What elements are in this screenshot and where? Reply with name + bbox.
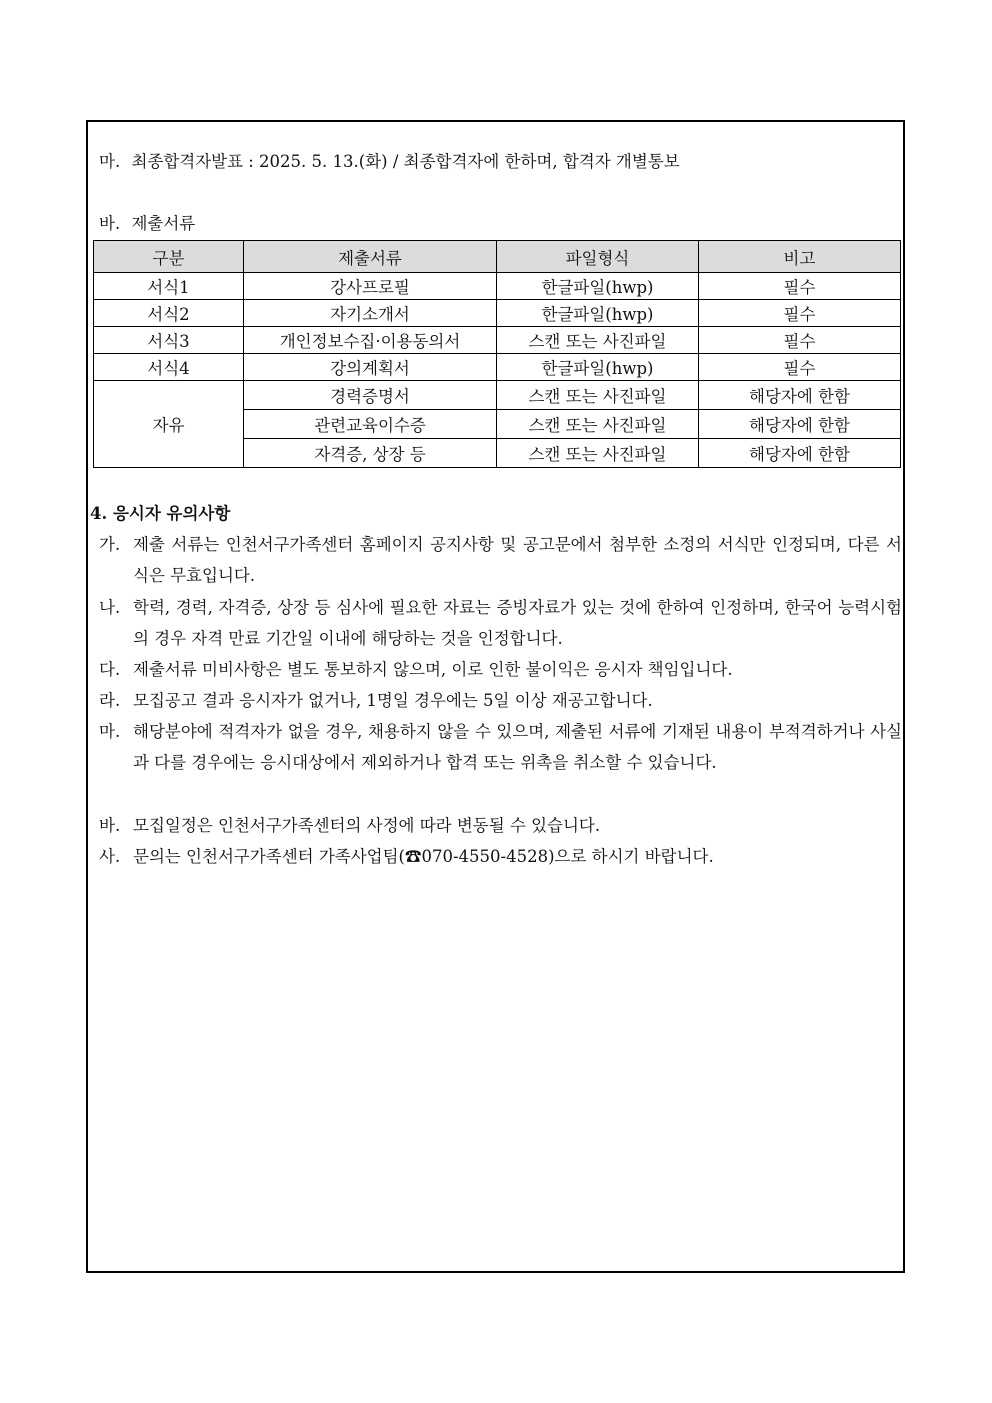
header-format: 파일형식 bbox=[497, 241, 699, 273]
cell-document: 경력증명서 bbox=[244, 381, 497, 410]
notice-mark: 사. bbox=[99, 847, 121, 866]
notice-text: 모집일정은 인천서구가족센터의 사정에 따라 변동될 수 있습니다. bbox=[133, 816, 601, 835]
cell-document: 자기소개서 bbox=[244, 300, 497, 327]
cell-document: 강사프로필 bbox=[244, 273, 497, 300]
header-category: 구분 bbox=[94, 241, 244, 273]
cell-note: 필수 bbox=[699, 273, 901, 300]
cell-note: 해당자에 한함 bbox=[699, 381, 901, 410]
notice-item bbox=[99, 810, 902, 841]
documents-heading bbox=[99, 213, 195, 235]
notice-text: 제출 서류는 인천서구가족센터 홈페이지 공지사항 및 공고문에서 첨부한 소정의 서식만 인정되며, 다른 서식은 무효입니다. bbox=[133, 535, 902, 585]
cell-document: 관련교육이수증 bbox=[244, 410, 497, 439]
notice-mark: 라. bbox=[99, 691, 121, 710]
notice-mark: 마. bbox=[99, 722, 121, 741]
cell-format: 한글파일(hwp) bbox=[497, 300, 699, 327]
header-note: 비고 bbox=[699, 241, 901, 273]
notice-mark: 다. bbox=[99, 660, 121, 679]
notice-item bbox=[99, 685, 902, 716]
table-row bbox=[94, 327, 901, 354]
notice-item bbox=[99, 716, 902, 778]
notice-text: 해당분야에 적격자가 없을 경우, 채용하지 않을 수 있으며, 제출된 서류에 기재된 내용이 부적격하거나 사실과 다를 경우에는 응시대상에서 제외하거나 합격 또는 위촉을 취소할 수 있습니다. bbox=[133, 722, 902, 772]
cell-format: 스캔 또는 사진파일 bbox=[497, 381, 699, 410]
cell-note: 해당자에 한함 bbox=[699, 439, 901, 468]
notice-mark: 나. bbox=[99, 598, 121, 617]
cell-document: 개인정보수집·이용동의서 bbox=[244, 327, 497, 354]
cell-category: 서식3 bbox=[94, 327, 244, 354]
notice-mark: 가. bbox=[99, 535, 121, 554]
notice-item bbox=[99, 529, 902, 591]
cell-category: 서식4 bbox=[94, 354, 244, 381]
section-title: 4. 응시자 유의사항 bbox=[90, 504, 231, 523]
documents-label: 바. bbox=[99, 214, 121, 233]
cell-category: 서식1 bbox=[94, 273, 244, 300]
table-row bbox=[94, 381, 901, 410]
cell-format: 스캔 또는 사진파일 bbox=[497, 327, 699, 354]
cell-format: 스캔 또는 사진파일 bbox=[497, 410, 699, 439]
cell-format: 한글파일(hwp) bbox=[497, 354, 699, 381]
cell-free-category: 자유 bbox=[94, 381, 244, 468]
notice-text: 문의는 인천서구가족센터 가족사업팀(☎070-4550-4528)으로 하시기 바랍니다. bbox=[133, 847, 714, 866]
table-header-row bbox=[94, 241, 901, 273]
table-row bbox=[94, 300, 901, 327]
cell-note: 필수 bbox=[699, 300, 901, 327]
table-row bbox=[94, 273, 901, 300]
announcement-label: 마. bbox=[99, 152, 121, 171]
cell-note: 필수 bbox=[699, 327, 901, 354]
notice-item bbox=[99, 654, 902, 685]
notice-text: 학력, 경력, 자격증, 상장 등 심사에 필요한 자료는 증빙자료가 있는 것에 한하여 인정하며, 한국어 능력시험의 경우 자격 만료 기간일 이내에 해당하는 것을 인정합니다. bbox=[133, 598, 902, 648]
cell-note: 해당자에 한함 bbox=[699, 410, 901, 439]
notice-item bbox=[99, 592, 902, 654]
documents-title: 제출서류 bbox=[131, 214, 196, 233]
cell-document: 자격증, 상장 등 bbox=[244, 439, 497, 468]
cell-document: 강의계획서 bbox=[244, 354, 497, 381]
notice-item bbox=[99, 841, 902, 872]
cell-format: 스캔 또는 사진파일 bbox=[497, 439, 699, 468]
notice-text: 제출서류 미비사항은 별도 통보하지 않으며, 이로 인한 불이익은 응시자 책임입니다. bbox=[133, 660, 733, 679]
header-document: 제출서류 bbox=[244, 241, 497, 273]
announcement-text: 최종합격자발표 : 2025. 5. 13.(화) / 최종합격자에 한하며, 합격자 개별통보 bbox=[131, 152, 680, 171]
cell-format: 한글파일(hwp) bbox=[497, 273, 699, 300]
cell-note: 필수 bbox=[699, 354, 901, 381]
announcement-line bbox=[99, 151, 680, 173]
table-row bbox=[94, 354, 901, 381]
notice-mark: 바. bbox=[99, 816, 121, 835]
documents-table bbox=[93, 240, 901, 468]
cell-category: 서식2 bbox=[94, 300, 244, 327]
notice-text: 모집공고 결과 응시자가 없거나, 1명일 경우에는 5일 이상 재공고합니다. bbox=[133, 691, 653, 710]
